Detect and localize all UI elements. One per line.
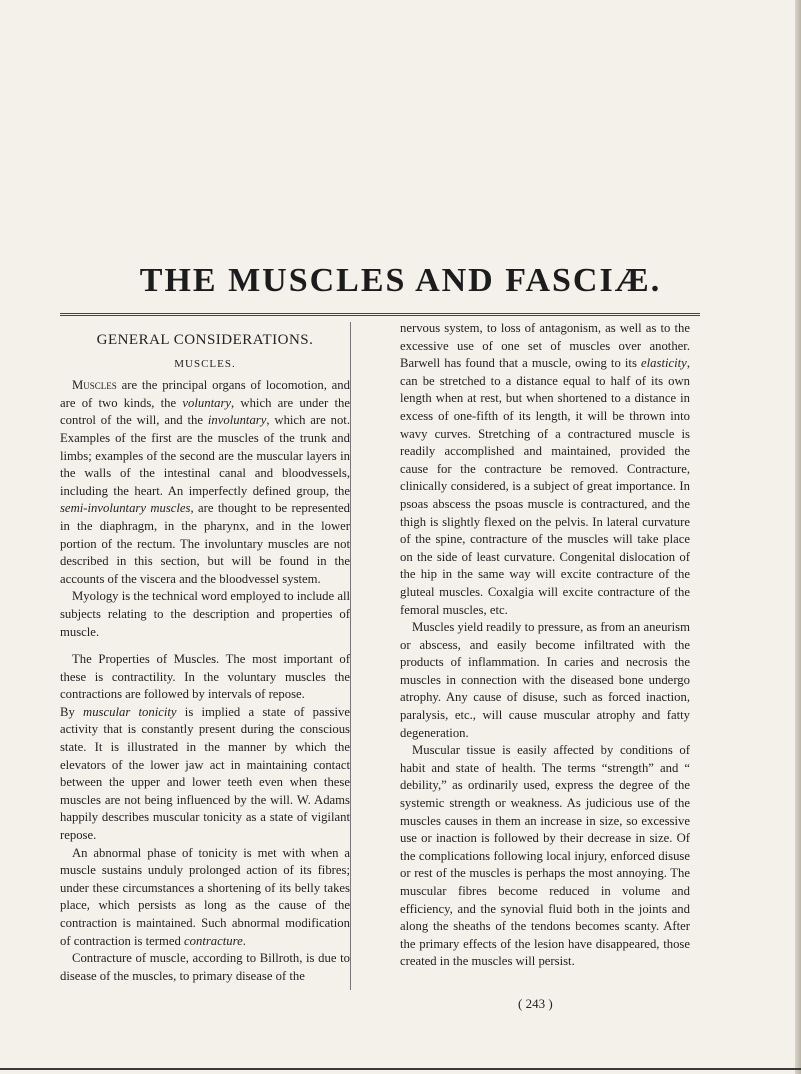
paragraph-pressure: Muscles yield readily to pressure, as from an aneurism or abscess, and easily become infiltrated with the products of inflammation. In caries and necrosis the muscles in connection with the diseased bone undergo atrophy. Any cause of disuse, such as forced inaction, paralysis, etc., will cause muscular atrophy and fatty degeneration. (400, 620, 690, 740)
paragraph-tonicity: By muscular tonicity is implied a state of passive activity that is constantly present during the conscious state. It is illustrated in the manner by which the elevators of the lower jaw act in maintaining contact between the upper and lower teeth even when these muscles are not being influenced by the will. W. Adams happily describes muscular tonicity as a state of vigilant repose. (60, 704, 350, 843)
title-rule (60, 313, 700, 316)
paragraph-properties: The Properties of Muscles. The most important of these is contractility. In the voluntary muscles the contractions are followed by intervals of repose. (60, 652, 350, 702)
chapter-title: THE MUSCLES AND FASCIÆ. (139, 262, 662, 299)
paragraph-contracture-def: An abnormal phase of tonicity is met with when a muscle sustains unduly prolonged action of its fibres; under these circumstances a shortening of its belly takes place, which persists as long as the cause of the contraction is maintained. Such abnormal modification of contraction is termed contracture. (60, 845, 350, 948)
lead-word: Muscles (72, 378, 117, 393)
paragraph-habit: Muscular tissue is easily affected by conditions of habit and state of health. The terms “strength” and “ debility,” as ordinarily used, express the degree of the systemic strength or weakness. As judicious use of the muscles causes in them an increase in size, so excessive use or inaction is followed by their decrease in size. Of the complications following local injury, enforced disuse or rest of the muscles is perhaps the most annoying. The muscular fibres become reduced in volume and efficiency, and the synovial fluid both in the joints and along the sheaths of the tendons becomes scanty. After the primary effects of the lesion have disappeared, those created in the muscles will persist. (400, 743, 690, 969)
bottom-edge (0, 1068, 801, 1070)
paragraph-nervous-system: nervous system, to loss of antagonism, as well as to the excessive use of one set of muscles over another. Barwell has found that a muscle, owing to its elasticity, can be stretched to a distance equal to half of its own length when at rest, but when shortened to a distance in excess of one-fifth of its length, it will be thrown into wavy curves. Stretching of a contractured muscle is readily accomplished and maintained, provided the cause for the contracture be removed. Contracture, clinically considered, is a subject of great importance. In psoas abscess the psoas muscle is contractured, and the thigh is slightly flexed on the pelvis. In lateral curvature of the spine, contracture of the muscles will take place on the side of least curvature. Congenital dislocation of the hip in the same way will excite contracture of the gluteal muscles. Coxalgia will excite contracture of the femoral muscles, etc. (400, 321, 690, 617)
page-number: ( 243 ) (518, 996, 553, 1011)
page-edge-shadow (795, 0, 801, 1074)
paragraph-billroth: Contracture of muscle, according to Billroth, is due to disease of the muscles, to primary disease of the (60, 951, 350, 983)
section-heading: GENERAL CONSIDERATIONS. (96, 332, 314, 348)
right-column (400, 320, 690, 971)
left-column (60, 320, 350, 985)
subsection-heading: MUSCLES. (174, 357, 236, 370)
column-divider (350, 322, 351, 990)
paragraph-muscles-intro: Muscles are the principal organs of locomotion, and are of two kinds, the voluntary, which are under the control of the will, and the involuntary, which are not. Examples of the first are the muscles of the trunk and limbs; examples of the second are the muscular layers in the walls of the intestinal canal and bloodvessels, including the heart. An imperfectly defined group, the semi-involuntary muscles, are thought to be represented in the diaphragm, in the pharynx, and in the lower portion of the rectum. The involuntary muscles are not described in this section, but will be found in the accounts of the viscera and the bloodvessel system. (60, 378, 350, 586)
paragraph-myology: Myology is the technical word employed to include all subjects relating to the description and properties of muscle. (60, 589, 350, 639)
